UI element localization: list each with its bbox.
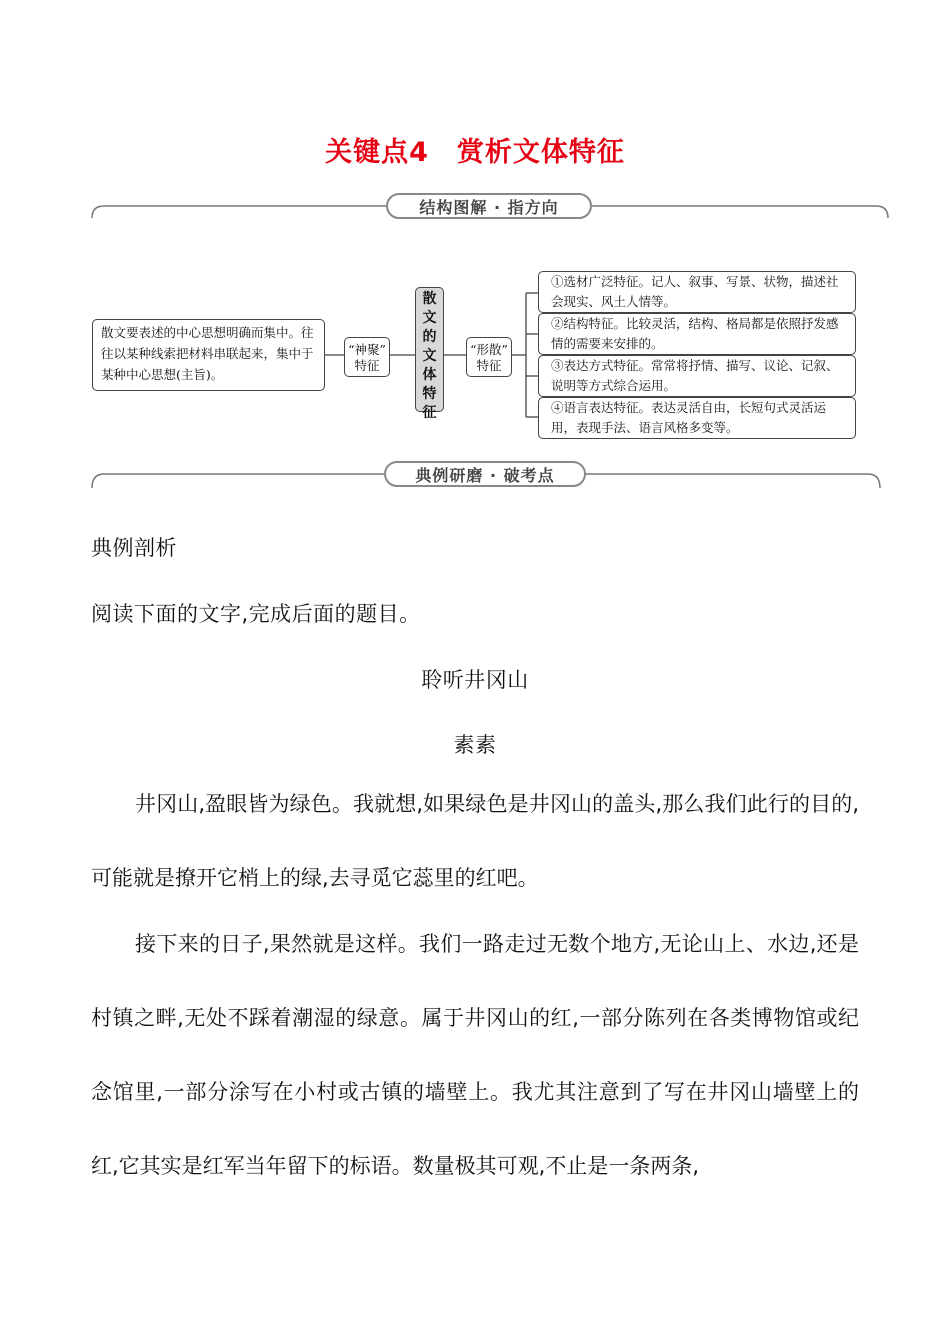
section-label-diagram: 结构图解 · 指方向 <box>386 193 592 219</box>
feature-item-language: ④语言表达特征。表达灵活自由，长短句式灵活运用，表现手法、语言风格多变等。 <box>538 397 856 439</box>
shenju-label-line1: “神聚” <box>348 342 386 357</box>
xingsan-feature-box <box>466 337 512 377</box>
section-label-examples: 典例研磨 · 破考点 <box>384 461 586 487</box>
shenju-feature-box <box>344 337 390 377</box>
article-paragraph: 井冈山,盈眼皆为绿色。我就想,如果绿色是井冈山的盖头,那么我们此行的目的,可能就是撩开它梢上的绿,去寻觅它蕊里的红吧。 <box>91 792 859 890</box>
shenju-label-line2: 特征 <box>354 358 380 373</box>
feature-item-material: ①选材广泛特征。记人、叙事、写景、状物，描述社会现实、风土人情等。 <box>538 271 856 313</box>
page-title: 关键点4 赏析文体特征 <box>325 137 625 168</box>
article-title: 聆听井冈山 <box>421 668 529 692</box>
center-char: 文 <box>422 348 437 364</box>
article-author: 素素 <box>453 733 497 757</box>
instruction-text: 阅读下面的文字,完成后面的题目。 <box>91 602 421 626</box>
center-char: 的 <box>422 329 437 345</box>
center-char: 文 <box>422 310 437 326</box>
prose-style-features-box <box>415 287 444 421</box>
xingsan-label-line2: 特征 <box>476 358 502 373</box>
feature-item-structure: ②结构特征。比较灵活，结构、格局都是依照抒发感情的需要来安排的。 <box>538 313 856 355</box>
feature-item-expression: ③表达方式特征。常常将抒情、描写、议论、记叙、说明等方式综合运用。 <box>538 355 856 397</box>
center-char: 体 <box>422 367 437 383</box>
article-paragraph: 接下来的日子,果然就是这样。我们一路走过无数个地方,无论山上、水边,还是村镇之畔,无处不踩着潮湿的绿意。属于井冈山的红,一部分陈列在各类博物馆或纪念馆里,一部分涂写在小村或古镇的墙壁上。我尤其注意到了写在井冈山墙壁上的红,它其实是红军当年留下的标语。数量极其可观,不止是一条两条, <box>91 932 859 1178</box>
diagram-central-idea-box: 散文要表述的中心思想明确而集中。往往以某种线索把材料串联起来，集中于某种中心思想(主旨)。 <box>92 319 325 391</box>
center-char: 散 <box>422 291 437 307</box>
center-char: 特 <box>422 386 437 402</box>
center-char: 征 <box>422 405 437 421</box>
section-heading: 典例剖析 <box>91 536 177 560</box>
xingsan-label-line1: “形散” <box>470 342 508 357</box>
